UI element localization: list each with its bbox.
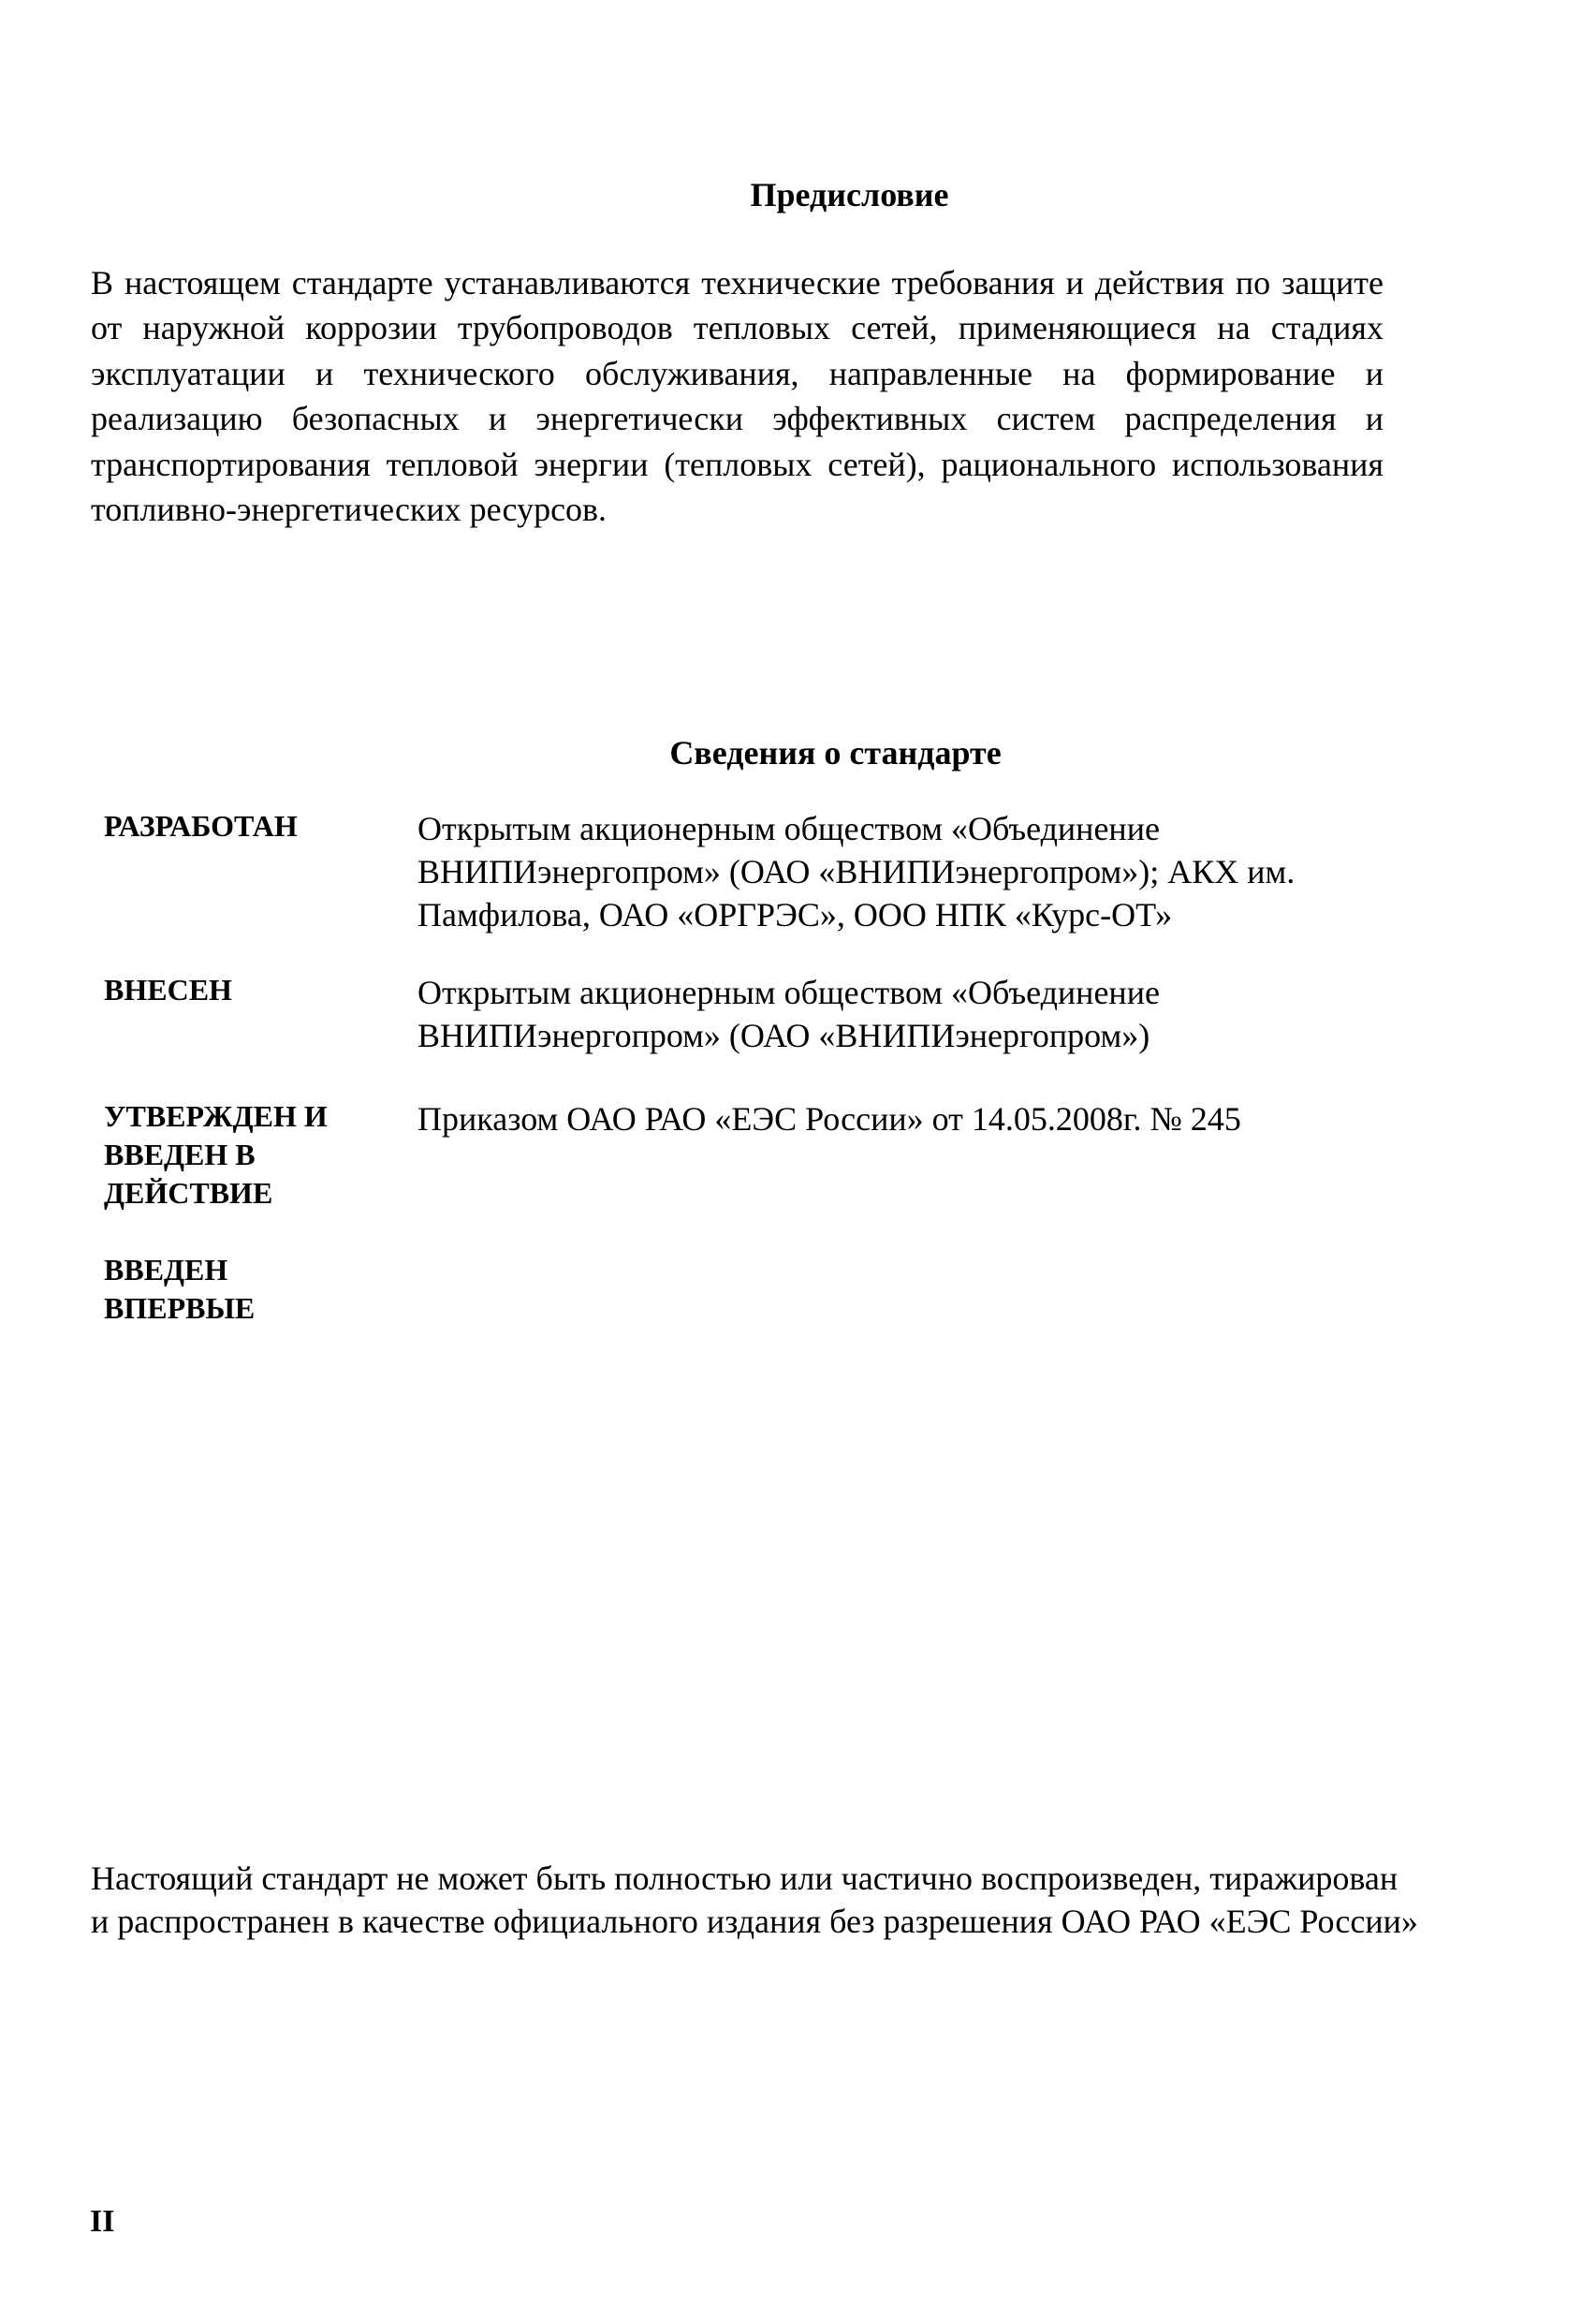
info-value-introduced: Открытым акционерным обществом «Объединение ВНИПИэнергопром» (ОАО «ВНИПИэнергопром») xyxy=(417,974,1160,1054)
info-label-developed: РАЗРАБОТАН xyxy=(104,809,298,843)
info-value-approved: Приказом ОАО РАО «ЕЭС России» от 14.05.2008г. № 245 xyxy=(417,1100,1241,1138)
info-value-developed: Открытым акционерным обществом «Объединение ВНИПИэнергопром» (ОАО «ВНИПИэнергопром»); АКХ им. Памфилова, ОАО «ОРГРЭС», ООО НПК «Курс-ОТ» xyxy=(417,810,1296,934)
info-label-first-introduced: ВВЕДЕН ВПЕРВЫЕ xyxy=(104,1253,256,1325)
foreword-title: Предисловие xyxy=(750,176,949,213)
foreword-paragraph: В настоящем стандарте устанавливаются технические требования и действия по защите от наружной коррозии трубопроводов тепловых сетей, применяющиеся на стадиях эксплуатации и технического обслуживания, направленные на формирование и реализацию безопасных и энергетически эффективных систем распределения и транспортирования тепловой энергии (тепловых сетей), рационального использования топливно-энергетических ресурсов. xyxy=(91,264,1384,529)
standard-info-title: Сведения о стандарте xyxy=(669,734,1002,772)
info-label-approved: УТВЕРЖДЕН И ВВЕДЕН В ДЕЙСТВИЕ xyxy=(104,1099,328,1210)
info-label-introduced: ВНЕСЕН xyxy=(104,973,232,1007)
page-number: II xyxy=(90,2204,115,2239)
copyright-notice: Настоящий стандарт не может быть полностью или частично воспроизведен, тиражирован и распространен в качестве официального издания без разрешения ОАО РАО «ЕЭС России» xyxy=(91,1860,1418,1940)
